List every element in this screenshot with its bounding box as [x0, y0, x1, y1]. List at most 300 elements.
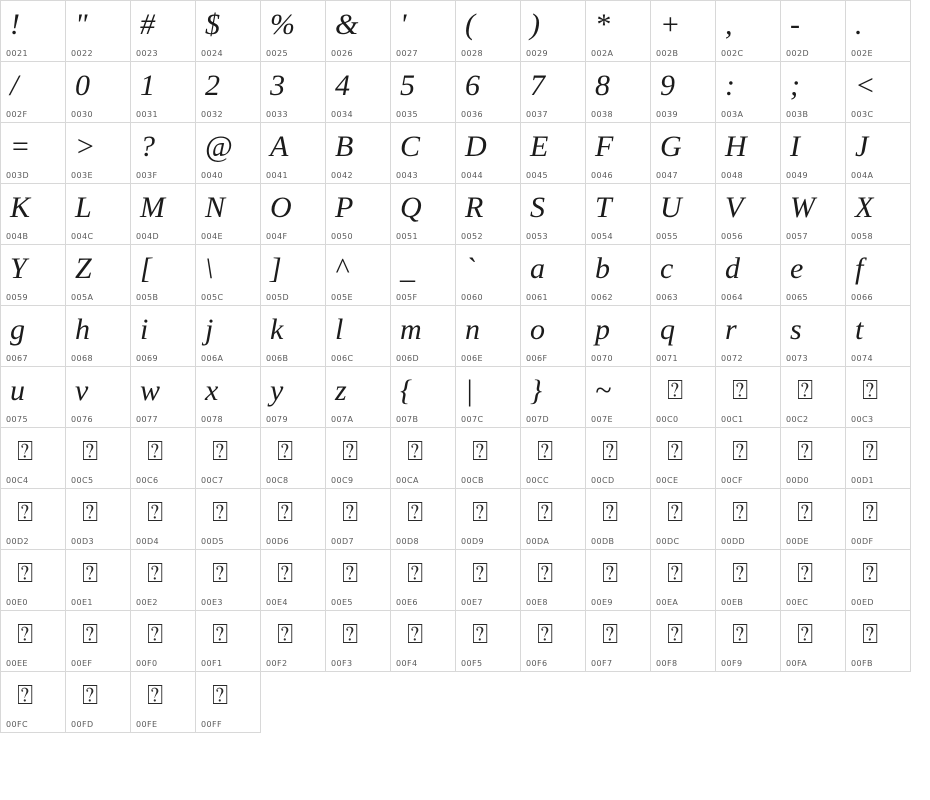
- empty-cell: [586, 672, 651, 733]
- glyph-cell[interactable]: [781, 428, 846, 489]
- glyph-cell[interactable]: [846, 245, 911, 306]
- glyph-codepoint: 00DA: [526, 537, 550, 546]
- glyph-codepoint: 00D6: [266, 537, 290, 546]
- glyph-cell[interactable]: [66, 367, 131, 428]
- notdef-box-icon: ⍰: [277, 497, 294, 528]
- notdef-box-icon: ⍰: [82, 680, 99, 711]
- glyph-cell[interactable]: [131, 1, 196, 62]
- glyph-character: E: [530, 130, 549, 163]
- glyph-cell[interactable]: [326, 611, 391, 672]
- glyph-cell[interactable]: [521, 306, 586, 367]
- glyph-codepoint: 0025: [266, 49, 288, 58]
- glyph-codepoint: 0074: [851, 354, 873, 363]
- glyph-cell[interactable]: [456, 62, 521, 123]
- notdef-box-icon: ⍰: [472, 619, 489, 650]
- glyph-codepoint: 003C: [851, 110, 874, 119]
- glyph-cell[interactable]: [651, 1, 716, 62]
- glyph-cell[interactable]: [261, 184, 326, 245]
- glyph-cell[interactable]: [66, 306, 131, 367]
- glyph-cell[interactable]: [66, 489, 131, 550]
- glyph-codepoint: 0054: [591, 232, 613, 241]
- glyph-cell[interactable]: [586, 550, 651, 611]
- glyph-character: B: [335, 130, 354, 163]
- glyph-cell[interactable]: [261, 489, 326, 550]
- glyph-cell[interactable]: [66, 550, 131, 611]
- glyph-character: 4: [335, 69, 350, 102]
- glyph-cell[interactable]: [131, 123, 196, 184]
- glyph-character: j: [205, 313, 214, 346]
- glyph-codepoint: 00C2: [786, 415, 809, 424]
- glyph-cell[interactable]: [521, 123, 586, 184]
- glyph-character: c: [660, 252, 674, 285]
- glyph-cell[interactable]: [66, 1, 131, 62]
- glyph-cell[interactable]: [326, 123, 391, 184]
- glyph-codepoint: 007E: [591, 415, 613, 424]
- glyph-cell[interactable]: [261, 550, 326, 611]
- glyph-codepoint: 0065: [786, 293, 808, 302]
- glyph-cell[interactable]: [391, 184, 456, 245]
- glyph-character: 6: [465, 69, 480, 102]
- notdef-box-icon: ⍰: [82, 497, 99, 528]
- glyph-cell[interactable]: [521, 489, 586, 550]
- glyph-cell[interactable]: [586, 62, 651, 123]
- glyph-cell[interactable]: [456, 489, 521, 550]
- glyph-cell[interactable]: [66, 184, 131, 245]
- glyph-cell[interactable]: [196, 489, 261, 550]
- glyph-cell[interactable]: [456, 611, 521, 672]
- glyph-codepoint: 004E: [201, 232, 223, 241]
- glyph-cell[interactable]: [521, 62, 586, 123]
- glyph-character: ^: [335, 252, 348, 285]
- glyph-codepoint: 0076: [71, 415, 93, 424]
- glyph-cell[interactable]: [846, 611, 911, 672]
- glyph-cell[interactable]: [781, 367, 846, 428]
- glyph-cell[interactable]: [781, 489, 846, 550]
- glyph-cell[interactable]: [326, 550, 391, 611]
- glyph-cell[interactable]: [66, 611, 131, 672]
- glyph-cell[interactable]: [326, 62, 391, 123]
- glyph-character: S: [530, 191, 545, 224]
- glyph-cell[interactable]: [456, 306, 521, 367]
- glyph-codepoint: 0061: [526, 293, 548, 302]
- glyph-character: H: [725, 130, 747, 163]
- glyph-cell[interactable]: [716, 611, 781, 672]
- glyph-cell[interactable]: [261, 428, 326, 489]
- notdef-box-icon: ⍰: [667, 375, 684, 406]
- glyph-character: /: [10, 69, 19, 102]
- glyph-codepoint: 0038: [591, 110, 613, 119]
- glyph-cell[interactable]: [651, 611, 716, 672]
- glyph-codepoint: 00E5: [331, 598, 353, 607]
- glyph-cell[interactable]: [196, 184, 261, 245]
- notdef-box-icon: ⍰: [797, 436, 814, 467]
- glyph-cell[interactable]: [261, 1, 326, 62]
- glyph-cell[interactable]: [716, 428, 781, 489]
- glyph-cell[interactable]: [131, 306, 196, 367]
- glyph-character: #: [140, 8, 155, 41]
- glyph-cell[interactable]: [261, 306, 326, 367]
- glyph-cell[interactable]: [586, 611, 651, 672]
- glyph-character: x: [205, 374, 219, 407]
- glyph-cell[interactable]: [196, 611, 261, 672]
- notdef-box-icon: ⍰: [732, 558, 749, 589]
- glyph-cell[interactable]: [586, 123, 651, 184]
- empty-cell: [456, 672, 521, 733]
- glyph-cell[interactable]: [586, 245, 651, 306]
- notdef-box-icon: ⍰: [472, 497, 489, 528]
- glyph-character: (: [465, 8, 475, 41]
- glyph-cell[interactable]: [586, 428, 651, 489]
- glyph-cell[interactable]: [781, 245, 846, 306]
- glyph-codepoint: 0068: [71, 354, 93, 363]
- glyph-character: z: [335, 374, 347, 407]
- glyph-codepoint: 0064: [721, 293, 743, 302]
- glyph-cell[interactable]: [716, 184, 781, 245]
- glyph-cell[interactable]: [521, 550, 586, 611]
- glyph-cell[interactable]: [196, 428, 261, 489]
- glyph-codepoint: 004D: [136, 232, 160, 241]
- glyph-cell[interactable]: [651, 245, 716, 306]
- glyph-codepoint: 00E3: [201, 598, 223, 607]
- glyph-cell[interactable]: [261, 611, 326, 672]
- glyph-character: 8: [595, 69, 610, 102]
- glyph-cell[interactable]: [781, 123, 846, 184]
- glyph-character: ?: [140, 130, 155, 163]
- glyph-cell[interactable]: [66, 428, 131, 489]
- notdef-box-icon: ⍰: [147, 558, 164, 589]
- glyph-cell[interactable]: [131, 184, 196, 245]
- glyph-cell[interactable]: [1, 123, 66, 184]
- glyph-cell[interactable]: [326, 489, 391, 550]
- glyph-character: X: [855, 191, 874, 224]
- glyph-codepoint: 0049: [786, 171, 808, 180]
- glyph-codepoint: 0043: [396, 171, 418, 180]
- glyph-character: @: [205, 130, 233, 163]
- glyph-cell[interactable]: [261, 123, 326, 184]
- glyph-cell[interactable]: [521, 367, 586, 428]
- glyph-cell[interactable]: [131, 62, 196, 123]
- glyph-character: W: [790, 191, 815, 224]
- glyph-cell[interactable]: [66, 672, 131, 733]
- glyph-cell[interactable]: [391, 611, 456, 672]
- glyph-cell[interactable]: [131, 611, 196, 672]
- glyph-character: %: [270, 8, 295, 41]
- glyph-cell[interactable]: [651, 550, 716, 611]
- glyph-codepoint: 00D2: [6, 537, 30, 546]
- glyph-cell[interactable]: [391, 489, 456, 550]
- notdef-box-icon: ⍰: [212, 497, 229, 528]
- notdef-box-icon: ⍰: [17, 558, 34, 589]
- glyph-character: k: [270, 313, 284, 346]
- glyph-character: t: [855, 313, 864, 346]
- glyph-cell[interactable]: [716, 123, 781, 184]
- notdef-box-icon: ⍰: [212, 680, 229, 711]
- glyph-cell[interactable]: [1, 306, 66, 367]
- glyph-codepoint: 004A: [851, 171, 874, 180]
- glyph-cell[interactable]: [781, 1, 846, 62]
- glyph-cell[interactable]: [846, 62, 911, 123]
- glyph-cell[interactable]: [716, 306, 781, 367]
- glyph-character: Z: [75, 252, 92, 285]
- glyph-cell[interactable]: [196, 550, 261, 611]
- glyph-codepoint: 00E1: [71, 598, 93, 607]
- glyph-cell[interactable]: [456, 428, 521, 489]
- glyph-cell[interactable]: [651, 123, 716, 184]
- glyph-cell[interactable]: [261, 367, 326, 428]
- glyph-cell[interactable]: [196, 672, 261, 733]
- glyph-character: h: [75, 313, 90, 346]
- glyph-codepoint: 0055: [656, 232, 678, 241]
- glyph-cell[interactable]: [1, 245, 66, 306]
- glyph-cell[interactable]: [456, 123, 521, 184]
- glyph-character: b: [595, 252, 610, 285]
- glyph-cell[interactable]: [131, 489, 196, 550]
- glyph-codepoint: 00D9: [461, 537, 485, 546]
- glyph-cell[interactable]: [716, 62, 781, 123]
- glyph-cell[interactable]: [651, 428, 716, 489]
- glyph-cell[interactable]: [846, 123, 911, 184]
- glyph-character: :: [725, 69, 735, 102]
- glyph-cell[interactable]: [391, 550, 456, 611]
- glyph-cell[interactable]: [651, 184, 716, 245]
- glyph-codepoint: 005E: [331, 293, 353, 302]
- glyph-cell[interactable]: [326, 428, 391, 489]
- glyph-cell[interactable]: [651, 489, 716, 550]
- glyph-codepoint: 0052: [461, 232, 483, 241]
- glyph-character: \: [205, 252, 214, 285]
- glyph-cell[interactable]: [521, 611, 586, 672]
- glyph-cell[interactable]: [391, 62, 456, 123]
- glyph-cell[interactable]: [456, 367, 521, 428]
- glyph-cell[interactable]: [391, 306, 456, 367]
- glyph-codepoint: 00C6: [136, 476, 159, 485]
- glyph-cell[interactable]: [1, 428, 66, 489]
- notdef-box-icon: ⍰: [407, 558, 424, 589]
- glyph-cell[interactable]: [131, 672, 196, 733]
- glyph-cell[interactable]: [131, 245, 196, 306]
- glyph-cell[interactable]: [781, 611, 846, 672]
- glyph-cell[interactable]: [391, 428, 456, 489]
- glyph-cell[interactable]: [586, 367, 651, 428]
- glyph-cell[interactable]: [1, 611, 66, 672]
- glyph-codepoint: 0031: [136, 110, 158, 119]
- glyph-character: <: [855, 69, 876, 102]
- glyph-codepoint: 0058: [851, 232, 873, 241]
- glyph-cell[interactable]: [196, 245, 261, 306]
- glyph-character: Y: [10, 252, 27, 285]
- glyph-cell[interactable]: [651, 306, 716, 367]
- glyph-codepoint: 0060: [461, 293, 483, 302]
- glyph-codepoint: 00D8: [396, 537, 420, 546]
- glyph-cell[interactable]: [846, 428, 911, 489]
- glyph-cell[interactable]: [716, 245, 781, 306]
- glyph-cell[interactable]: [1, 489, 66, 550]
- glyph-character: C: [400, 130, 421, 163]
- glyph-codepoint: 00CE: [656, 476, 679, 485]
- notdef-box-icon: ⍰: [342, 497, 359, 528]
- glyph-codepoint: 0067: [6, 354, 28, 363]
- glyph-codepoint: 00FD: [71, 720, 94, 729]
- glyph-cell[interactable]: [131, 367, 196, 428]
- glyph-cell[interactable]: [66, 62, 131, 123]
- glyph-cell[interactable]: [261, 245, 326, 306]
- glyph-cell[interactable]: [586, 1, 651, 62]
- glyph-codepoint: 00FA: [786, 659, 808, 668]
- glyph-codepoint: 005D: [266, 293, 290, 302]
- glyph-character: q: [660, 313, 675, 346]
- glyph-cell[interactable]: [326, 184, 391, 245]
- glyph-cell[interactable]: [326, 1, 391, 62]
- glyph-cell[interactable]: [66, 245, 131, 306]
- glyph-codepoint: 005C: [201, 293, 224, 302]
- notdef-box-icon: ⍰: [732, 497, 749, 528]
- glyph-cell[interactable]: [716, 550, 781, 611]
- glyph-codepoint: 00D3: [71, 537, 95, 546]
- glyph-cell[interactable]: [716, 1, 781, 62]
- notdef-box-icon: ⍰: [797, 375, 814, 406]
- glyph-cell[interactable]: [391, 245, 456, 306]
- glyph-cell[interactable]: [391, 367, 456, 428]
- glyph-cell[interactable]: [846, 489, 911, 550]
- glyph-cell[interactable]: [261, 62, 326, 123]
- glyph-codepoint: 0062: [591, 293, 613, 302]
- glyph-cell[interactable]: [326, 245, 391, 306]
- glyph-cell[interactable]: [456, 550, 521, 611]
- glyph-cell[interactable]: [651, 62, 716, 123]
- glyph-cell[interactable]: [1, 367, 66, 428]
- glyph-cell[interactable]: [1, 184, 66, 245]
- notdef-box-icon: ⍰: [862, 558, 879, 589]
- glyph-cell[interactable]: [846, 184, 911, 245]
- notdef-box-icon: ⍰: [147, 436, 164, 467]
- glyph-codepoint: 00D1: [851, 476, 875, 485]
- glyph-codepoint: 003E: [71, 171, 93, 180]
- glyph-cell[interactable]: [196, 367, 261, 428]
- glyph-cell[interactable]: [66, 123, 131, 184]
- glyph-character: &: [335, 8, 359, 41]
- notdef-box-icon: ⍰: [862, 497, 879, 528]
- glyph-character: i: [140, 313, 149, 346]
- glyph-cell[interactable]: [781, 184, 846, 245]
- glyph-cell[interactable]: [196, 123, 261, 184]
- glyph-cell[interactable]: [1, 1, 66, 62]
- glyph-character: 5: [400, 69, 415, 102]
- glyph-codepoint: 0072: [721, 354, 743, 363]
- glyph-codepoint: 0056: [721, 232, 743, 241]
- glyph-cell[interactable]: [846, 367, 911, 428]
- glyph-cell[interactable]: [521, 245, 586, 306]
- glyph-character: M: [140, 191, 165, 224]
- glyph-codepoint: 00DC: [656, 537, 680, 546]
- glyph-cell[interactable]: [846, 306, 911, 367]
- glyph-codepoint: 006A: [201, 354, 224, 363]
- notdef-box-icon: ⍰: [82, 619, 99, 650]
- notdef-box-icon: ⍰: [342, 558, 359, 589]
- glyph-codepoint: 0063: [656, 293, 678, 302]
- notdef-box-icon: ⍰: [277, 558, 294, 589]
- glyph-cell[interactable]: [846, 1, 911, 62]
- glyph-character: O: [270, 191, 292, 224]
- glyph-codepoint: 00D7: [331, 537, 355, 546]
- glyph-cell[interactable]: [196, 306, 261, 367]
- notdef-box-icon: ⍰: [797, 497, 814, 528]
- glyph-cell[interactable]: [1, 672, 66, 733]
- glyph-codepoint: 005F: [396, 293, 418, 302]
- glyph-cell[interactable]: [586, 489, 651, 550]
- glyph-cell[interactable]: [651, 367, 716, 428]
- glyph-cell[interactable]: [131, 428, 196, 489]
- glyph-codepoint: 007B: [396, 415, 419, 424]
- glyph-character: T: [595, 191, 612, 224]
- glyph-cell[interactable]: [1, 62, 66, 123]
- empty-cell: [781, 672, 846, 733]
- glyph-cell[interactable]: [521, 1, 586, 62]
- glyph-codepoint: 00FF: [201, 720, 222, 729]
- glyph-codepoint: 006C: [331, 354, 354, 363]
- glyph-character: A: [270, 130, 289, 163]
- glyph-codepoint: 00CA: [396, 476, 419, 485]
- glyph-codepoint: 0071: [656, 354, 678, 363]
- glyph-cell[interactable]: [521, 428, 586, 489]
- glyph-codepoint: 0048: [721, 171, 743, 180]
- glyph-cell[interactable]: [391, 1, 456, 62]
- notdef-box-icon: ⍰: [537, 497, 554, 528]
- glyph-cell[interactable]: [781, 550, 846, 611]
- glyph-cell[interactable]: [456, 1, 521, 62]
- glyph-codepoint: 00F8: [656, 659, 678, 668]
- glyph-character: v: [75, 374, 89, 407]
- notdef-box-icon: ⍰: [732, 436, 749, 467]
- glyph-cell[interactable]: [586, 306, 651, 367]
- glyph-codepoint: 00C8: [266, 476, 289, 485]
- glyph-codepoint: 00EF: [71, 659, 93, 668]
- glyph-cell[interactable]: [131, 550, 196, 611]
- empty-cell: [261, 672, 326, 733]
- glyph-character: V: [725, 191, 744, 224]
- glyph-character: *: [595, 8, 610, 41]
- glyph-character: I: [790, 130, 800, 163]
- glyph-codepoint: 0059: [6, 293, 28, 302]
- glyph-cell[interactable]: [456, 184, 521, 245]
- notdef-box-icon: ⍰: [602, 497, 619, 528]
- notdef-box-icon: ⍰: [82, 558, 99, 589]
- glyph-cell[interactable]: [781, 306, 846, 367]
- notdef-box-icon: ⍰: [537, 619, 554, 650]
- glyph-cell[interactable]: [781, 62, 846, 123]
- glyph-codepoint: 00F5: [461, 659, 483, 668]
- glyph-cell[interactable]: [846, 550, 911, 611]
- glyph-codepoint: 0022: [71, 49, 93, 58]
- glyph-codepoint: 007C: [461, 415, 484, 424]
- glyph-cell[interactable]: [326, 367, 391, 428]
- glyph-cell[interactable]: [196, 62, 261, 123]
- notdef-box-icon: ⍰: [342, 436, 359, 467]
- glyph-cell[interactable]: [326, 306, 391, 367]
- glyph-cell[interactable]: [716, 367, 781, 428]
- glyph-cell[interactable]: [521, 184, 586, 245]
- glyph-cell[interactable]: [1, 550, 66, 611]
- glyph-cell[interactable]: [196, 1, 261, 62]
- glyph-codepoint: 0026: [331, 49, 353, 58]
- glyph-character: `: [465, 252, 475, 285]
- glyph-codepoint: 0053: [526, 232, 548, 241]
- glyph-cell[interactable]: [456, 245, 521, 306]
- glyph-codepoint: 003B: [786, 110, 809, 119]
- glyph-codepoint: 00F3: [331, 659, 353, 668]
- glyph-cell[interactable]: [586, 184, 651, 245]
- glyph-cell[interactable]: [391, 123, 456, 184]
- glyph-cell[interactable]: [716, 489, 781, 550]
